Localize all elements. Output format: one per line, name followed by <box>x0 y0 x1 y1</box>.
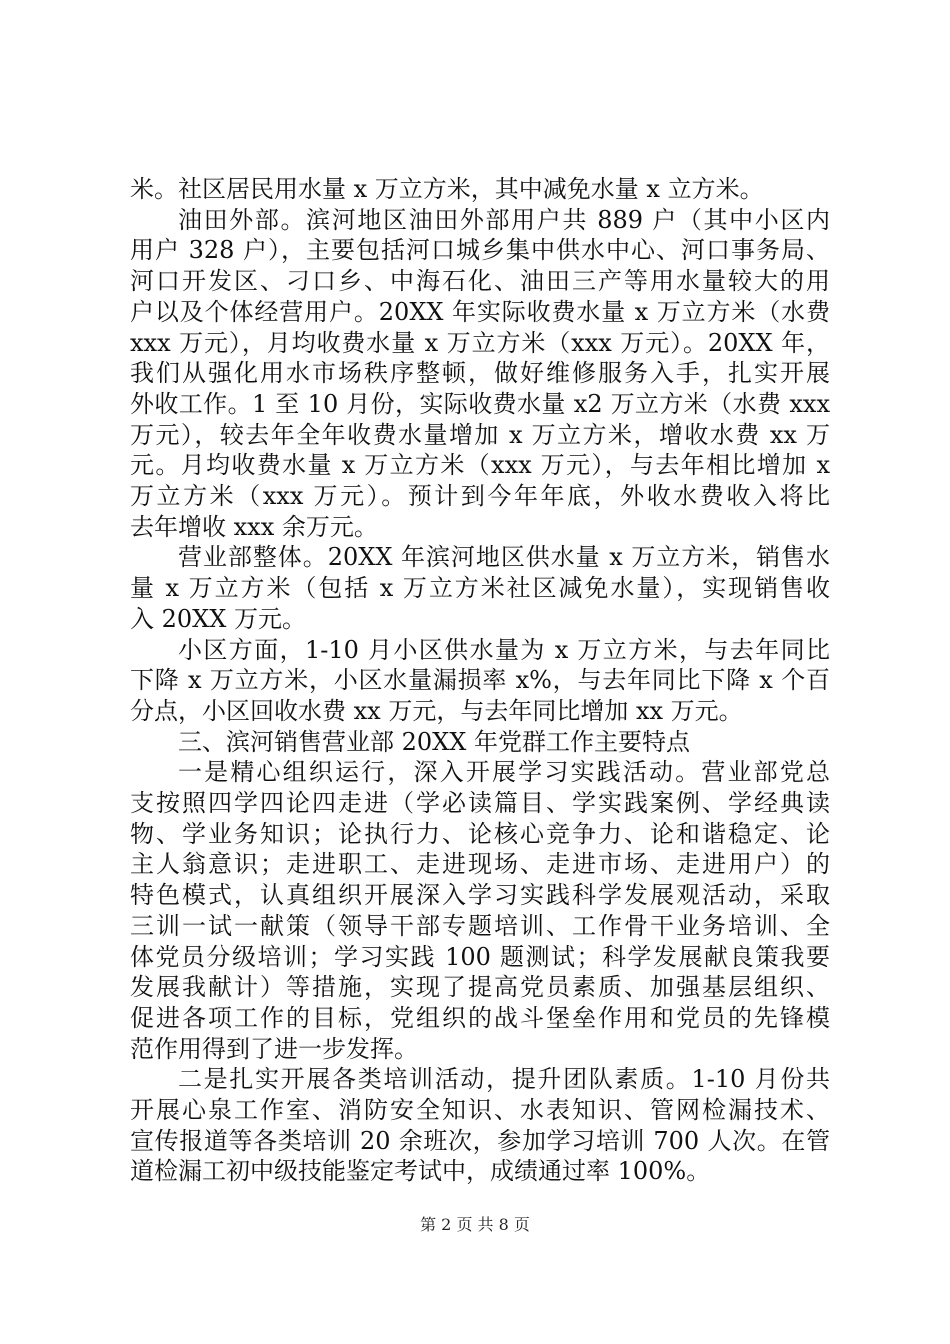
paragraph-2-line-3: 河口开发区、刁口乡、中海石化、油田三产等用水量较大的用 <box>130 267 830 295</box>
paragraph-2-line-7: 外收工作。1 至 10 月份，实际收费水量 x2 万立方米（水费 xxx <box>130 390 830 418</box>
paragraph-2-line-11: 去年增收 xxx 余万元。 <box>130 513 378 541</box>
paragraph-7-line-2: 开展心泉工作室、消防安全知识、水表知识、管网检漏技术、 <box>130 1096 830 1124</box>
paragraph-6-line-10: 范作用得到了进一步发挥。 <box>130 1035 418 1063</box>
paragraph-4-line-1: 小区方面，1-10 月小区供水量为 x 万立方米，与去年同比 <box>178 636 830 664</box>
paragraph-2-line-4: 户以及个体经营用户。20XX 年实际收费水量 x 万立方米（水费 <box>130 298 830 326</box>
paragraph-5-line-1: 三、滨河销售营业部 20XX 年党群工作主要特点 <box>178 728 690 756</box>
paragraph-6-line-9: 促进各项工作的目标，党组织的战斗堡垒作用和党员的先锋模 <box>130 1004 830 1032</box>
paragraph-2-line-8: 万元），较去年全年收费水量增加 x 万立方米，增收水费 xx 万 <box>130 421 830 449</box>
paragraph-7-line-3: 宣传报道等各类培训 20 余班次，参加学习培训 700 人次。在管 <box>130 1127 830 1155</box>
paragraph-4-line-3: 分点，小区回收水费 xx 万元，与去年同比增加 xx 万元。 <box>130 697 743 725</box>
paragraph-6-line-5: 特色模式，认真组织开展深入学习实践科学发展观活动，采取 <box>130 881 830 909</box>
paragraph-7-line-1: 二是扎实开展各类培训活动，提升团队素质。1-10 月份共 <box>178 1065 830 1093</box>
paragraph-2-line-6: 我们从强化用水市场秩序整顿，做好维修服务入手，扎实开展 <box>130 359 830 387</box>
paragraph-6-line-7: 体党员分级培训；学习实践 100 题测试；科学发展献良策我要 <box>130 943 830 971</box>
page-footer: 第 2 页 共 8 页 <box>420 1215 530 1234</box>
paragraph-2-line-1: 油田外部。滨河地区油田外部用户共 889 户（其中小区内 <box>178 206 830 234</box>
paragraph-6-line-1: 一是精心组织运行，深入开展学习实践活动。营业部党总 <box>178 758 830 786</box>
paragraph-2-line-5: xxx 万元），月均收费水量 x 万立方米（xxx 万元）。20XX 年， <box>130 329 830 357</box>
paragraph-2-line-10: 万立方米（xxx 万元）。预计到今年年底，外收水费收入将比 <box>130 482 830 510</box>
paragraph-3-line-3: 入 20XX 万元。 <box>130 605 306 633</box>
paragraph-6-line-3: 物、学业务知识；论执行力、论核心竞争力、论和谐稳定、论 <box>130 820 830 848</box>
paragraph-3-line-2: 量 x 万立方米（包括 x 万立方米社区减免水量），实现销售收 <box>130 574 830 602</box>
paragraph-6-line-2: 支按照四学四论四走进（学必读篇目、学实践案例、学经典读 <box>130 789 830 817</box>
paragraph-7-line-4: 道检漏工初中级技能鉴定考试中，成绩通过率 100%。 <box>130 1157 711 1185</box>
paragraph-6-line-8: 发展我献计）等措施，实现了提高党员素质、加强基层组织、 <box>130 973 830 1001</box>
paragraph-6-line-6: 三训一试一献策（领导干部专题培训、工作骨干业务培训、全 <box>130 912 830 940</box>
paragraph-3-line-1: 营业部整体。20XX 年滨河地区供水量 x 万立方米，销售水 <box>178 543 830 571</box>
paragraph-6-line-4: 主人翁意识；走进职工、走进现场、走进市场、走进用户）的 <box>130 850 830 878</box>
paragraph-4-line-2: 下降 x 万立方米，小区水量漏损率 x%，与去年同比下降 x 个百 <box>130 666 830 694</box>
paragraph-2-line-2: 用户 328 户），主要包括河口城乡集中供水中心、河口事务局、 <box>130 236 830 264</box>
paragraph-2-line-9: 元。月均收费水量 x 万立方米（xxx 万元），与去年相比增加 x <box>130 451 830 479</box>
paragraph-1-line-1: 米。社区居民用水量 x 万立方米，其中减免水量 x 立方米。 <box>130 175 764 203</box>
